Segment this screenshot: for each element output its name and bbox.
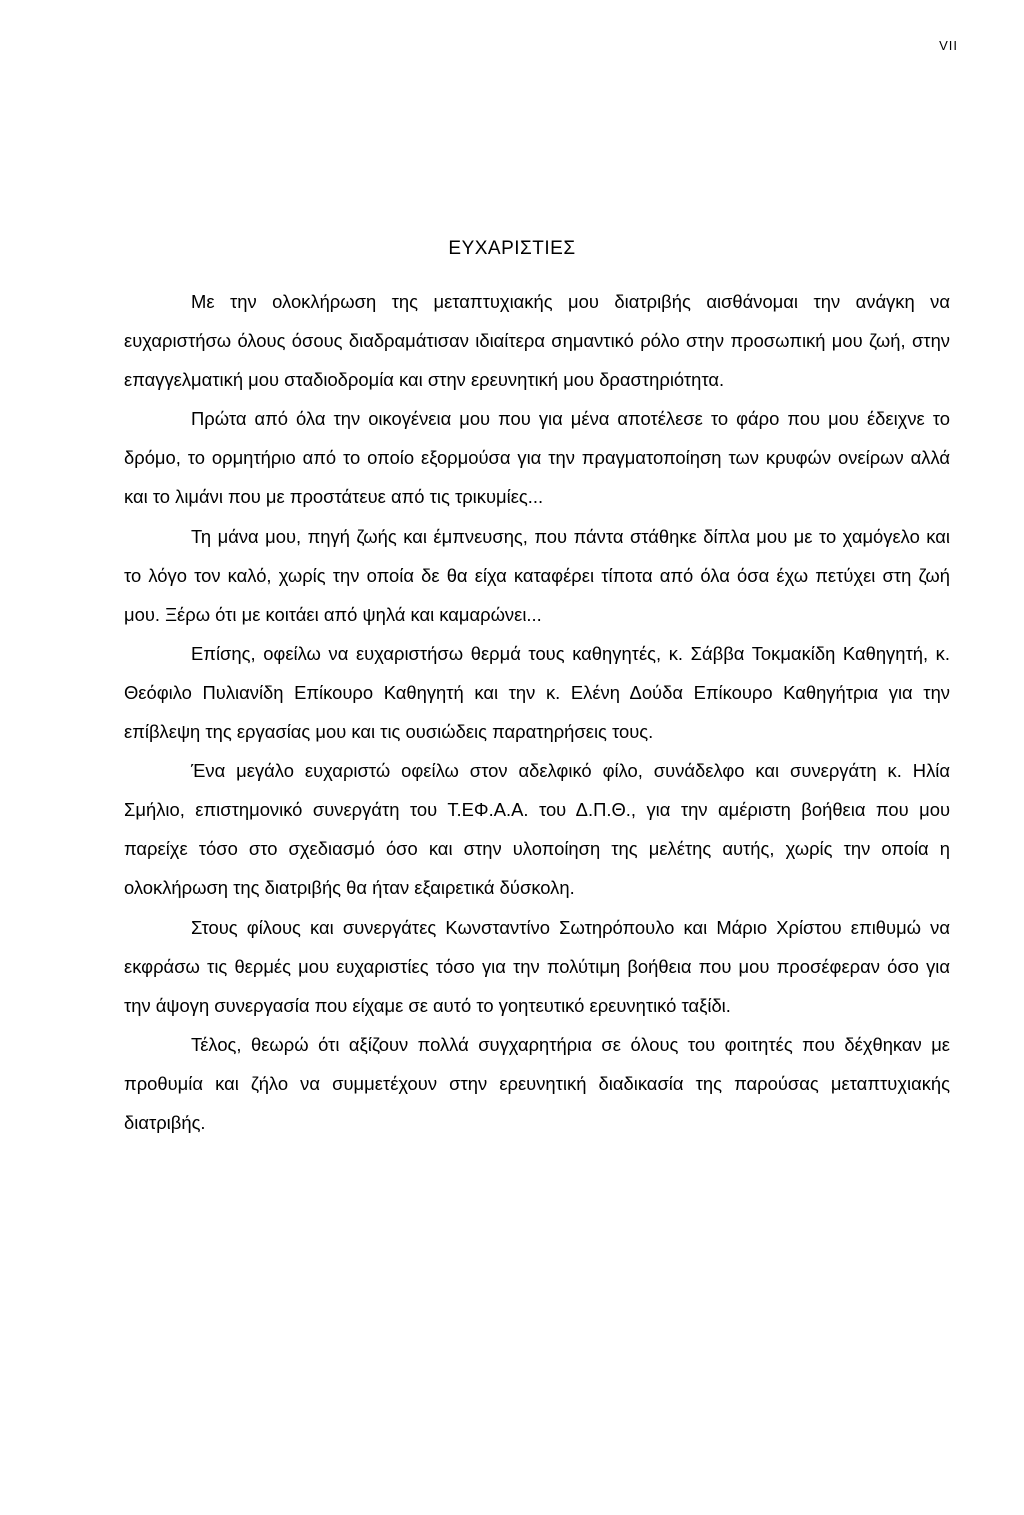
paragraph-intro: Με την ολοκλήρωση της μεταπτυχιακής μου διατριβής αισθάνομαι την ανάγκη να ευχαριστήσω όλους όσους διαδραμάτισαν ιδιαίτερα σημαντικό ρόλο στην προσωπική μου ζωή, στην επαγγελματική μου σταδιοδρομία και στην ερευνητική μου δραστηριότητα. [124, 291, 950, 391]
paragraph-colleague: Ένα μεγάλο ευχαριστώ οφείλω στον αδελφικό φίλο, συνάδελφο και συνεργάτη κ. Ηλία Σμήλιο, επιστημονικό συνεργάτη του Τ.ΕΦ.Α.Α. του Δ.Π.Θ., για την αμέριστη βοήθεια που μου παρείχε τόσο στο σχεδιασμό όσο και στην υλοποίηση της μελέτης αυτής, χωρίς την οποία η ολοκλήρωση της διατριβής θα ήταν εξαιρετικά δύσκολη. [124, 760, 950, 899]
paragraph-friends: Στους φίλους και συνεργάτες Κωνσταντίνο Σωτηρόπουλο και Μάριο Χρίστου επιθυμώ να εκφράσω τις θερμές μου ευχαριστίες τόσο για την πολύτιμη βοήθεια που μου προσέφεραν όσο για την άψογη συνεργασία που είχαμε σε αυτό το γοητευτικό ερευνητικό ταξίδι. [124, 916, 950, 1016]
paragraph-students: Τέλος, θεωρώ ότι αξίζουν πολλά συγχαρητήρια σε όλους του φοιτητές που δέχθηκαν με προθυμία και ζήλο να συμμετέχουν στην ερευνητική διαδικασία της παρούσας μεταπτυχιακής διατριβής. [124, 1033, 950, 1133]
acknowledgements-body [124, 282, 950, 1142]
paragraph-mother: Τη μάνα μου, πηγή ζωής και έμπνευσης, που πάντα στάθηκε δίπλα μου με το χαμόγελο και το λόγο τον καλό, χωρίς την οποία δε θα είχα καταφέρει τίποτα από όλα όσα έχω πετύχει στη ζωή μου. Ξέρω ότι με κοιτάει από ψηλά και καμαρώνει... [124, 525, 950, 625]
page-title: ΕΥΧΑΡΙΣΤΙΕΣ [448, 238, 576, 259]
paragraph-professors: Επίσης, οφείλω να ευχαριστήσω θερμά τους καθηγητές, κ. Σάββα Τοκμακίδη Καθηγητή, κ. Θεόφιλο Πυλιανίδη Επίκουρο Καθηγητή και την κ. Ελένη Δούδα Επίκουρο Καθηγήτρια για την επίβλεψη της εργασίας μου και τις ουσιώδεις παρατηρήσεις τους. [124, 642, 950, 743]
page-number: VII [939, 38, 958, 53]
paragraph-family: Πρώτα από όλα την οικογένεια μου που για μένα αποτέλεσε το φάρο που μου έδειχνε το δρόμο, το ορμητήριο από το οποίο εξορμούσα για την πραγματοποίηση των κρυφών ονείρων αλλά και το λιμάνι που με προστάτευε από τις τρικυμίες... [124, 408, 950, 508]
